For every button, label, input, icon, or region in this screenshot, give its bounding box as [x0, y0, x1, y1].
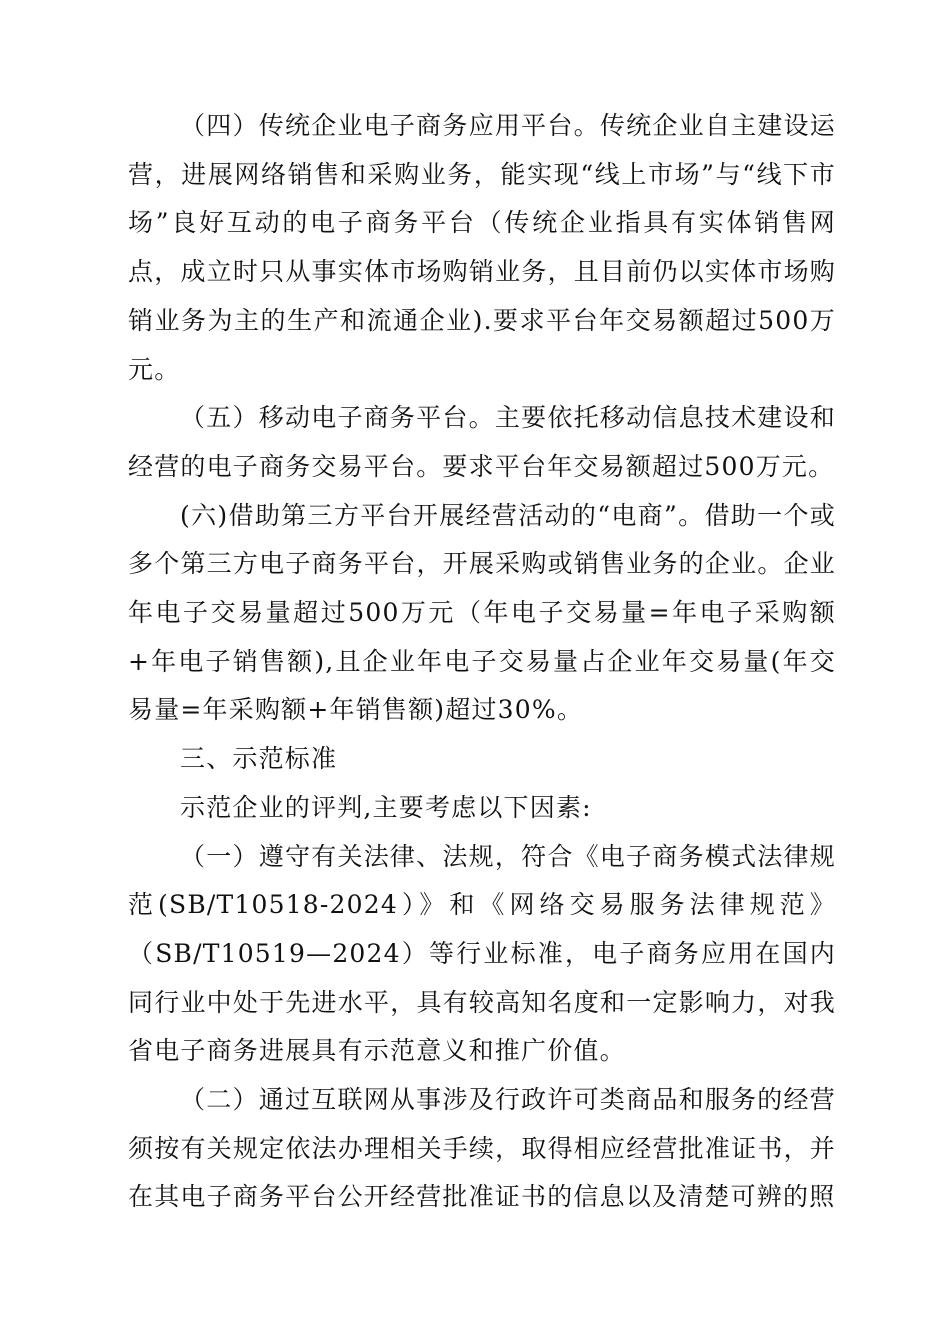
paragraph-criterion-2: （二）通过互联网从事涉及行政许可类商品和服务的经营须按有关规定依法办理相关手续，取得相应经营批准证书，并在其电子商务平台公开经营批准证书的信息以及清楚可辨的照 — [128, 1085, 836, 1212]
paragraph-platform-type-4: （四）传统企业电子商务应用平台。传统企业自主建设运营，进展网络销售和采购业务，能实现“线上市场”与“线下市场”良好互动的电子商务平台（传统企业指具有实体销售网点，成立时只从事实体市场购销业务，且目前仍以实体市场购销业务为主的生产和流通企业).要求平台年交易额超过500万元。 — [128, 111, 836, 384]
paragraph-platform-type-5: （五）移动电子商务平台。主要依托移动信息技术建设和经营的电子商务交易平台。要求平台年交易额超过500万元。 — [128, 403, 836, 481]
document-body — [128, 102, 836, 1222]
section-heading-standards: 三、示范标准 — [180, 744, 338, 774]
paragraph-criterion-1: （一）遵守有关法律、法规，符合《电子商务模式法律规范(SB/T10518-2024）》和《网络交易服务法律规范》（SB/T10519—2024）等行业标准，电子商务应用在国内同行业中处于先进水平，具有较高知名度和一定影响力，对我省电子商务进展具有示范意义和推广价值。 — [128, 841, 836, 1066]
paragraph-evaluation-intro: 示范企业的评判,主要考虑以下因素: — [180, 792, 592, 822]
paragraph-platform-type-6: (六)借助第三方平台开展经营活动的“电商”。借助一个或多个第三方电子商务平台，开展采购或销售业务的企业。企业年电子交易量超过500万元（年电子交易量=年电子采购额+年电子销售额),且企业年电子交易量占企业年交易量(年交易量=年采购额+年销售额)超过30%。 — [128, 500, 836, 725]
